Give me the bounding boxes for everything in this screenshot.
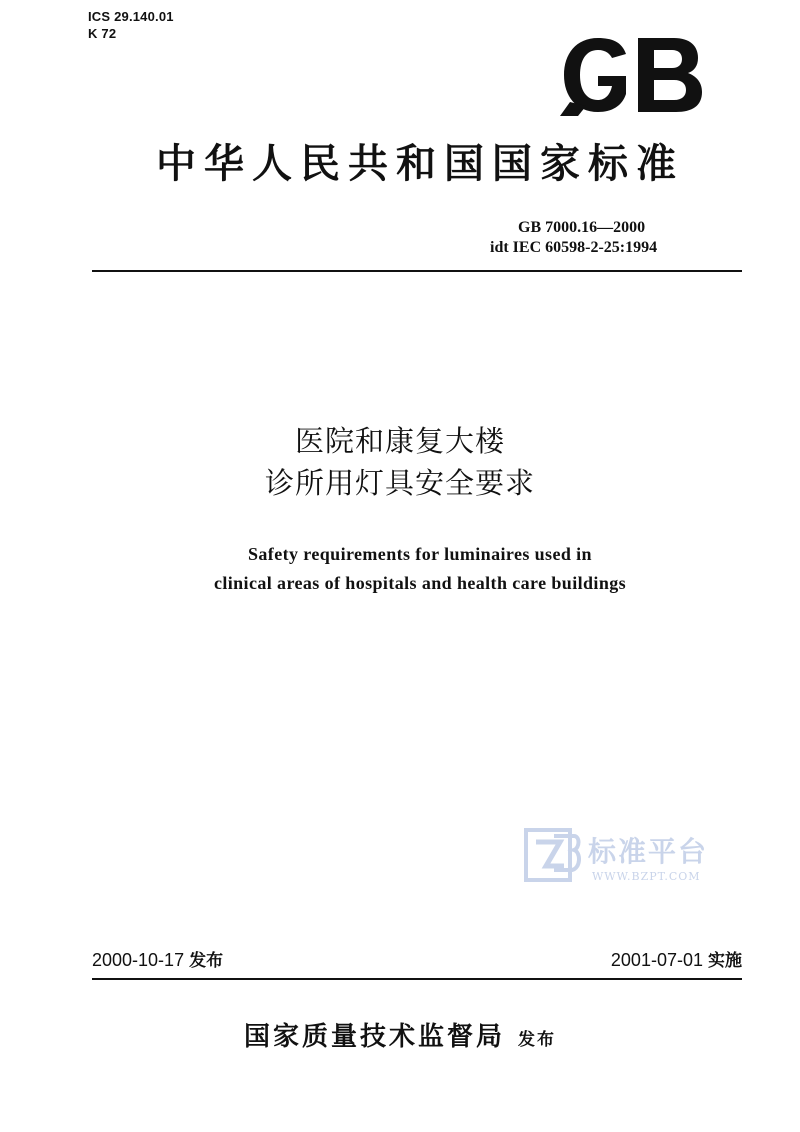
implementation-date-value: 2001-07-01 <box>610 950 703 970</box>
issuer-organization: 国家质量技术监督局 <box>243 1022 505 1052</box>
english-title-line2: clinical areas of hospitals and health care buildings <box>213 573 627 593</box>
bottom-divider <box>92 978 742 980</box>
watermark-name: 标准平台 <box>588 835 709 868</box>
standard-number-block <box>490 218 730 258</box>
chinese-title-line2: 诊所用灯具安全要求 <box>264 466 535 500</box>
ccs-code: K 72 <box>88 26 117 41</box>
watermark <box>524 826 724 888</box>
english-title-line1: Safety requirements for luminaires used in <box>248 544 592 564</box>
equivalent-standard: idt IEC 60598-2-25:1994 <box>490 239 658 256</box>
bz-logo-icon <box>524 826 582 884</box>
chinese-title <box>100 420 700 504</box>
national-standard-title: 中华人民共和国国家标准 <box>156 141 684 187</box>
release-date-value: 2000-10-17 <box>92 950 185 970</box>
issuer-action: 发布 <box>518 1030 557 1050</box>
implementation-label: 实施 <box>708 951 742 971</box>
implementation-date <box>611 946 742 971</box>
watermark-url: WWW.BZPT.COM <box>592 870 701 883</box>
ics-code: ICS 29.140.01 <box>88 9 174 24</box>
release-label: 发布 <box>189 951 224 971</box>
classification-codes <box>88 8 174 42</box>
english-title <box>80 540 760 598</box>
top-divider <box>92 270 742 272</box>
standard-number: GB 7000.16—2000 <box>518 219 646 236</box>
gb-logo-icon <box>556 32 708 118</box>
release-date <box>92 946 223 971</box>
chinese-title-line1: 医院和康复大楼 <box>294 424 505 458</box>
issuer <box>100 1016 700 1053</box>
